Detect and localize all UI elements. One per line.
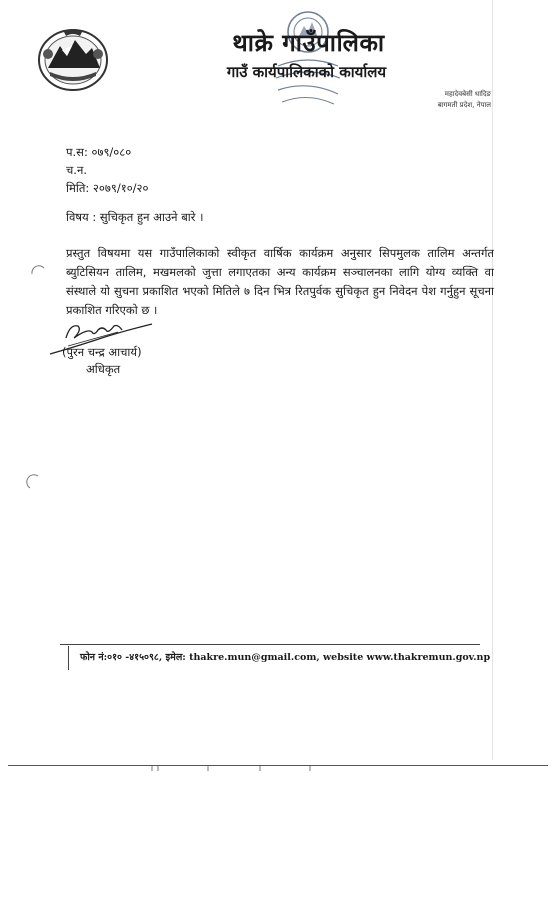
footer-contact-info: फोन नं:०१० -४१५०९८, इमेल: thakre.mun@gmail.com, website www.thakremun.gov.np — [80, 652, 491, 663]
signer-name: (पुरन चन्द्र आचार्य) — [62, 345, 142, 359]
office-address — [438, 89, 491, 111]
letter-body: प्रस्तुत विषयमा यस गाउँपालिकाको स्वीकृत वार्षिक कार्यक्रम अनुसार सिपमुलक तालिम अन्तर्गत ब्युटिसियन तालिम, मखमलको जुत्ता लगाएतका अन्य कार्यक्रम सञ्चालनका लागि योग्य व्यक्ति वा संस्थाले यो सुचना प्रकाशित भएको मितिले ७ दिन भित्र रितपुर्वक सुचिकृत हुन निवेदन पेश गर्नुहुन सूचना प्रकाशित गरिएको छ । — [66, 246, 494, 317]
letter-date: मिति: २०७९/१०/२० — [66, 181, 149, 195]
footer-divider-vertical — [68, 646, 69, 670]
office-name: गाउँ कार्यपालिकाको कार्यालय — [226, 63, 387, 81]
dispatch-number: च.न. — [66, 163, 87, 177]
punch-hole-mark — [30, 262, 46, 278]
letter-subject: विषय : सुचिकृत हुन आउने बारे । — [66, 210, 204, 224]
punch-hole-mark — [26, 474, 42, 490]
scan-edge-ticks — [150, 766, 350, 772]
footer-divider — [60, 644, 480, 645]
organization-name: थाक्रे गाउँपालिका — [232, 29, 385, 57]
page-edge — [492, 0, 493, 760]
reference-number: प.स: ०७९/०८० — [66, 145, 132, 159]
address-line: महादेवबेसी धादिङ — [444, 90, 491, 98]
signer-title: अधिकृत — [86, 362, 121, 376]
address-line: बागमती प्रदेश, नेपाल — [437, 101, 491, 109]
letter-meta — [66, 143, 149, 197]
